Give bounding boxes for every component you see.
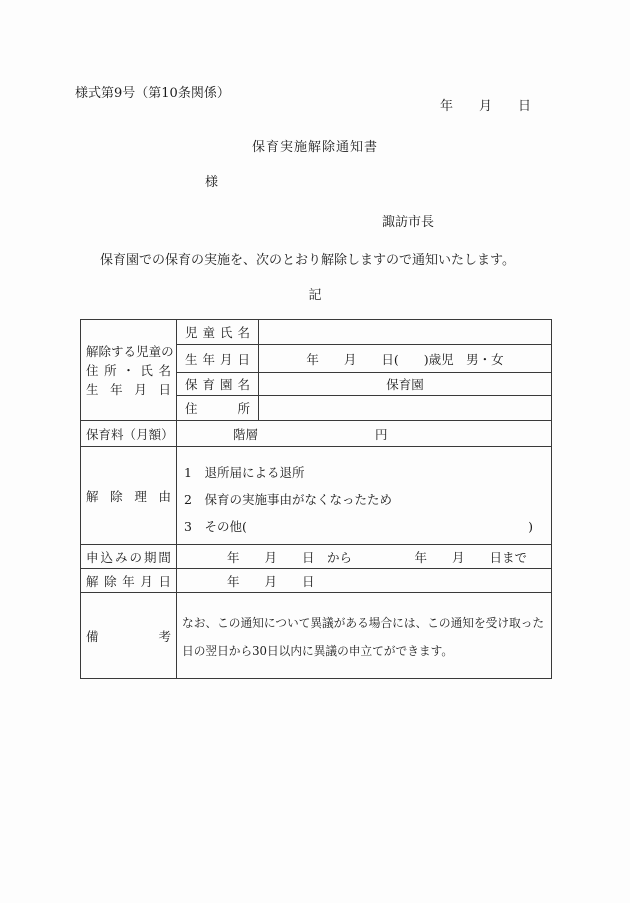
cancellation-reason-label: 解 除 理 由 [81,447,177,545]
application-period-label: 申 込 み の 期 間 [81,545,177,569]
nursery-name-label: 保 育 園 名 [177,373,259,396]
remarks-note: なお、この通知について異議がある場合には、この通知を受け取った日の翌日から30日以内に異議の申立てができます。 [182,616,545,658]
issue-date-line: 年 月 日 [440,99,532,114]
address-value [259,396,552,421]
cancellation-reason-cell [177,447,552,545]
nursery-name-value: 保育園 [259,373,552,396]
reason-item-3-close-paren: ) [528,519,533,534]
application-period-value: 年 月 日 から 年 月 日まで [177,545,552,569]
body-text: 保育園での保育の実施を、次のとおり解除しますので通知いたします。 [100,253,515,268]
notice-table [80,319,552,679]
birthdate-label: 生 年 月 日 [177,345,259,373]
cancellation-date-value: 年 月 日 [177,569,552,593]
document-title: 保育実施解除通知書 [251,140,378,155]
addressee-honorific: 様 [205,175,219,190]
fee-value-cell [177,421,552,447]
child-info-header-line2: 住 所 ・ 氏 名 [86,362,171,378]
birthdate-value: 年 月 日( )歳児 男・女 [259,345,552,373]
child-info-header-line3: 生 年 月 日 [86,381,171,397]
form-number: 様式第9号（第10条関係） [75,86,230,101]
child-name-value [259,320,552,345]
remarks-label: 備 考 [81,593,177,679]
child-info-header [81,320,177,421]
reason-item-2: 2 保育の実施事由がなくなったため [184,492,392,507]
ki-marker: 記 [308,288,322,303]
cancellation-date-label: 解 除 年 月 日 [81,569,177,593]
fee-label: 保 育 料 （ 月 額 ） [81,421,177,447]
fee-yen-label: 円 [375,426,388,442]
child-name-label: 児 童 氏 名 [177,320,259,345]
fee-tier-label: 階層 [233,426,259,442]
address-label: 住 所 [177,396,259,421]
remarks-cell [177,593,552,679]
child-info-header-line1: 解 除 す る 児 童 の [86,343,174,359]
reason-item-1: 1 退所届による退所 [184,465,305,480]
reason-item-3-prefix: 3 その他( [184,519,247,534]
reason-item-3 [184,513,533,540]
sender-name: 諏訪市長 [382,215,435,230]
